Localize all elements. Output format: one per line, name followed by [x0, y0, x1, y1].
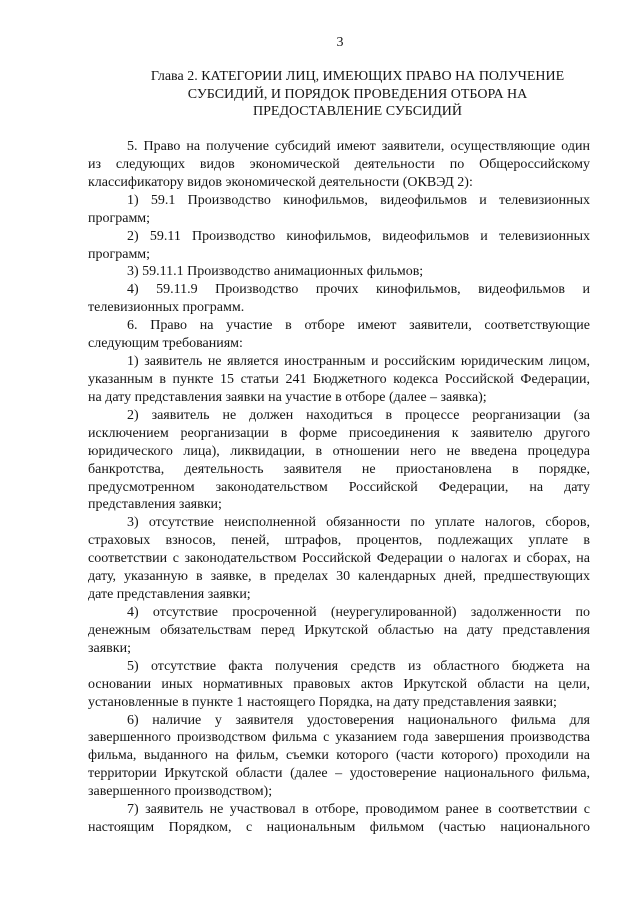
text-line: 2) заявитель не должен находиться в процессе реорганизации (за: [127, 407, 590, 423]
text-line: 3) отсутствие неисполненной обязанности по уплате налогов, сборов,: [127, 515, 590, 531]
text-line: программ;: [88, 246, 151, 262]
clause-6-item-4: [88, 604, 590, 658]
text-line: программ;: [88, 210, 151, 226]
text-line: предусмотренном законодательством Российской Федерации, на дату: [88, 479, 590, 495]
clause-6: [88, 317, 590, 353]
clause-6-item-2: [88, 407, 590, 515]
text-line: исключением реорганизации в форме присоединения к заявителю другого: [88, 425, 590, 441]
text-line: 3) 59.11.1 Производство анимационных фильмов;: [127, 264, 424, 280]
text-line: 1) 59.1 Производство кинофильмов, видеофильмов и телевизионных: [127, 192, 590, 208]
clause-5: [88, 138, 590, 192]
clause-6-item-1: [88, 353, 590, 407]
text-line: 5) отсутствие факта получения средств из областного бюджета на: [127, 658, 590, 674]
text-line: 6) наличие у заявителя удостоверения национального фильма для: [127, 712, 590, 728]
text-line: 4) отсутствие просроченной (неурегулированной) задолженности по: [127, 604, 590, 620]
text-line: следующим требованиям:: [88, 336, 243, 352]
text-line: страховых взносов, пеней, штрафов, процентов, подлежащих уплате в: [88, 533, 590, 549]
text-line: заявки;: [88, 640, 131, 656]
page-number: 3: [336, 35, 344, 50]
clause-6-item-3: [88, 514, 590, 604]
text-line: классификатору видов экономической деятельности (ОКВЭД 2):: [88, 174, 473, 190]
text-line: телевизионных программ.: [88, 300, 245, 316]
clause-5-item-3: [88, 263, 590, 281]
clause-5-item-1: [88, 192, 590, 228]
heading-line: Глава 2. КАТЕГОРИИ ЛИЦ, ИМЕЮЩИХ ПРАВО НА ПОЛУЧЕНИЕ: [150, 69, 565, 84]
text-line: указанным в пункте 15 статьи 241 Бюджетного кодекса Российской Федерации,: [88, 371, 590, 387]
text-line: территории Иркутской области (далее – удостоверение национального фильма,: [88, 766, 590, 782]
text-line: на дату представления заявки на участие в отборе (далее – заявка);: [88, 389, 487, 405]
text-line: дату, указанную в заявке, в пределах 30 календарных дней, предшествующих: [88, 569, 590, 585]
clause-5-item-2: [88, 228, 590, 264]
text-line: установленные в пункте 1 настоящего Порядка, на дату представления заявки;: [88, 694, 557, 710]
text-line: юридического лица), ликвидации, в отношении него не введена процедура: [88, 443, 590, 459]
text-line: завершенного производством);: [88, 784, 273, 800]
text-line: 2) 59.11 Производство кинофильмов, видеофильмов и телевизионных: [127, 228, 590, 244]
heading-line: СУБСИДИЙ, И ПОРЯДОК ПРОВЕДЕНИЯ ОТБОРА НА: [187, 86, 528, 102]
text-line: 4) 59.11.9 Производство прочих кинофильмов, видеофильмов и: [127, 282, 590, 298]
chapter-heading: [125, 68, 590, 121]
text-line: соответствии с законодательством Российской Федерации о налогах и сборах, на: [88, 551, 590, 567]
text-line: 5. Право на получение субсидий имеют заявители, осуществляющие один: [127, 139, 590, 154]
clause-6-item-6: [88, 712, 590, 802]
clause-5-item-4: [88, 281, 590, 317]
body-text: [88, 138, 590, 837]
text-line: 1) заявитель не является иностранным и российским юридическим лицом,: [127, 354, 590, 370]
text-line: дате представления заявки;: [88, 587, 251, 603]
text-line: из следующих видов экономической деятельности по Общероссийскому: [88, 156, 590, 172]
text-line: основании иных нормативных правовых актов Иркутской области на цели,: [88, 676, 590, 692]
text-line: 6. Право на участие в отборе имеют заявители, соответствующие: [127, 318, 590, 334]
text-line: банкротства, деятельность заявителя не приостановлена в порядке,: [88, 461, 590, 477]
clause-6-item-7: [88, 801, 590, 837]
text-line: завершенного производством фильма с указанием года завершения производства: [88, 730, 590, 746]
text-line: денежным обязательствам перед Иркутской областью на дату представления: [88, 622, 590, 638]
text-line: представления заявки;: [88, 497, 222, 513]
text-line: 7) заявитель не участвовал в отборе, проводимом ранее в соответствии с: [127, 802, 590, 818]
clause-6-item-5: [88, 658, 590, 712]
text-line: настоящим Порядком, с национальным фильмом (частью национального: [88, 820, 590, 836]
heading-line: ПРЕДОСТАВЛЕНИЕ СУБСИДИЙ: [253, 104, 462, 119]
text-line: фильма, выданного на фильм, съемки которого (части которого) проходили на: [88, 748, 590, 764]
